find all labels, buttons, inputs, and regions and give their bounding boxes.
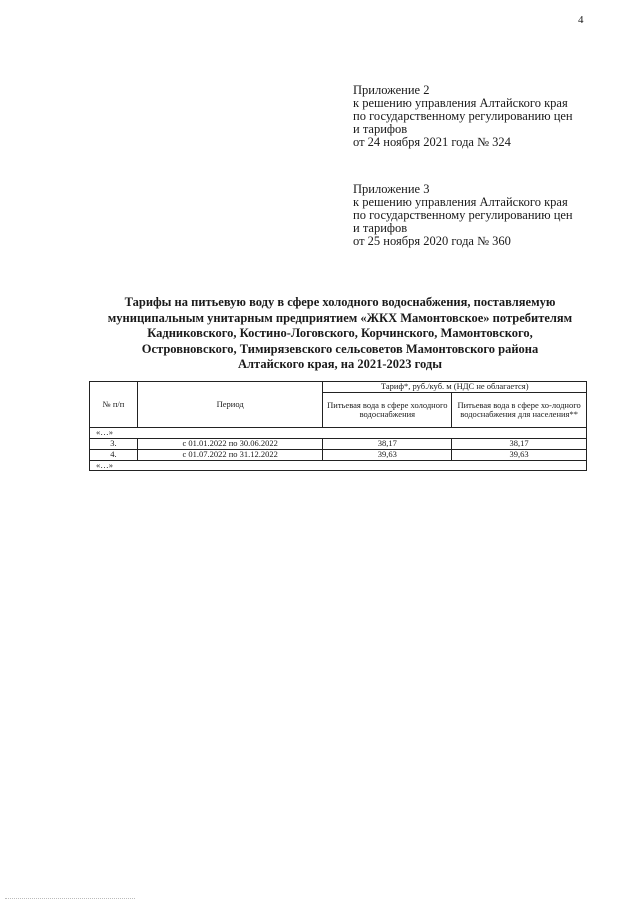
tariff-table: [89, 381, 587, 471]
title-line: Кадниковского, Костино-Логовского, Корчинского, Мамонтовского,: [147, 326, 533, 340]
header-tariff-col-1: Питьевая вода в сфере холодного водоснабжения: [323, 393, 452, 428]
table-row: [90, 438, 587, 449]
header-tariff-col-2: Питьевая вода в сфере хо-лодного водоснабжения для населения**: [452, 393, 587, 428]
table-ellipsis-row: [90, 460, 587, 471]
appendix-3-line: по государственному регулированию цен: [353, 208, 573, 222]
appendix-3-line: и тарифов: [353, 221, 408, 235]
table-ellipsis-row: [90, 428, 587, 439]
document-title: [90, 295, 590, 373]
cell-tariff-2: 38,17: [452, 438, 587, 449]
cell-period: с 01.01.2022 по 30.06.2022: [137, 438, 323, 449]
appendix-2-line: от 24 ноября 2021 года № 324: [353, 135, 511, 149]
table-row: [90, 449, 587, 460]
title-line: Островновского, Тимирязевского сельсоветов Мамонтовского района: [141, 341, 539, 356]
header-tariff-group: Тариф*, руб./куб. м (НДС не облагается): [323, 382, 587, 393]
cell-tariff-2: 39,63: [452, 449, 587, 460]
appendix-2-line: по государственному регулированию цен: [353, 109, 573, 123]
scan-artifact: [5, 898, 135, 900]
cell-tariff-1: 39,63: [323, 449, 452, 460]
title-line: муниципальным унитарным предприятием «ЖКХ Мамонтовское» потребителям: [107, 310, 573, 325]
appendix-2-line: и тарифов: [353, 122, 408, 136]
page-number: 4: [578, 14, 584, 26]
title-line: Тарифы на питьевую воду в сфере холодного водоснабжения, поставляемую: [124, 295, 556, 309]
cell-number: 4.: [90, 449, 138, 460]
appendix-2-line: Приложение 2: [353, 83, 430, 97]
header-period: Период: [137, 382, 323, 428]
ellipsis-bottom: «…»: [90, 460, 587, 471]
appendix-2-header: [353, 84, 573, 149]
cell-number: 3.: [90, 438, 138, 449]
appendix-3-line: от 25 ноября 2020 года № 360: [353, 234, 511, 248]
cell-period: с 01.07.2022 по 31.12.2022: [137, 449, 323, 460]
header-number: № п/п: [90, 382, 138, 428]
title-line: Алтайского края, на 2021-2023 годы: [238, 357, 442, 371]
appendix-2-line: к решению управления Алтайского края: [353, 96, 568, 110]
appendix-3-header: [353, 183, 573, 248]
table-header-row: [90, 382, 587, 393]
appendix-3-line: Приложение 3: [353, 182, 430, 196]
cell-tariff-1: 38,17: [323, 438, 452, 449]
ellipsis-top: «…»: [90, 428, 587, 439]
appendix-3-line: к решению управления Алтайского края: [353, 195, 568, 209]
